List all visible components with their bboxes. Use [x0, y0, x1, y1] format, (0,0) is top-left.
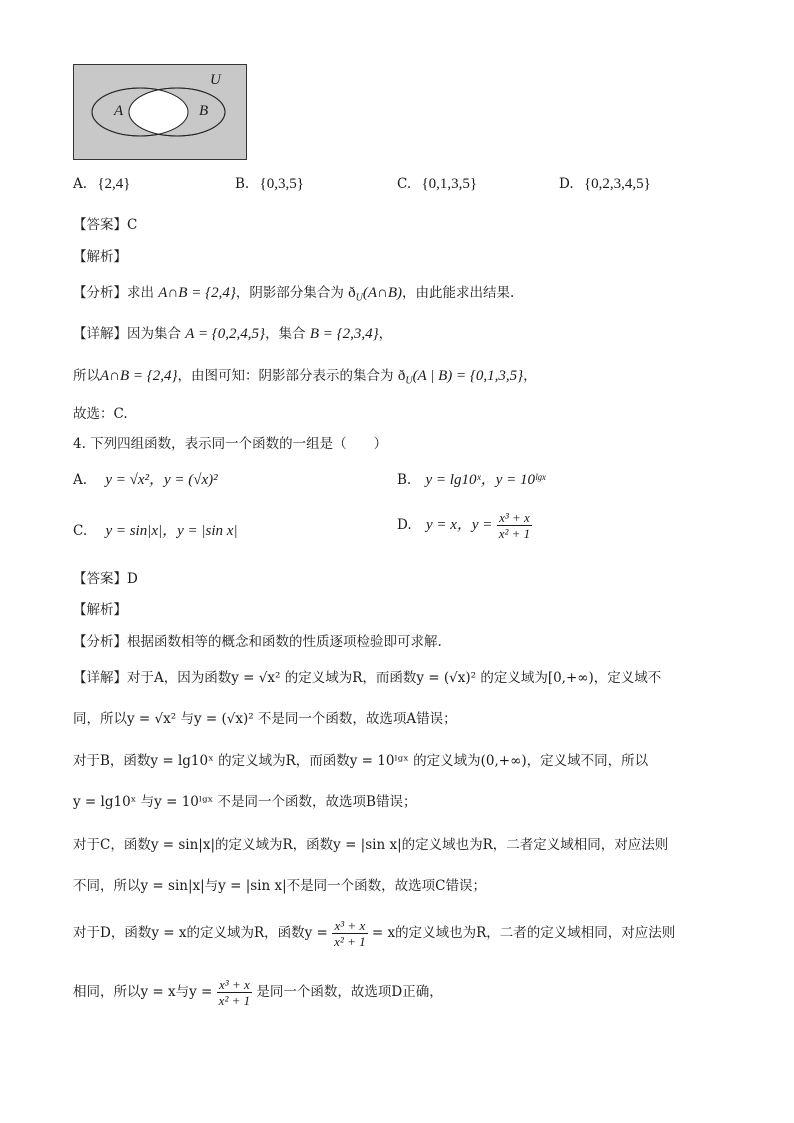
complement-sub: U [405, 375, 413, 387]
q4-answer: 【答案】D [73, 571, 138, 587]
set-b-label: B [199, 103, 209, 119]
fenxi-math: A∩B = {2,4} [158, 285, 236, 301]
detail-text: 相同，所以y = x与y = [73, 984, 213, 1000]
complement-sub: U [355, 292, 363, 304]
q4-detail-line-4: y = lg10ˣ 与y = 10ˡᵍˣ 不是同一个函数，故选项B错误； [73, 794, 417, 810]
q4-option-b [397, 468, 546, 489]
q4-detail-line-3: 对于B，函数y = lg10ˣ 的定义域为R，而函数y = 10ˡᵍˣ 的定义域为(0,+∞)，定义域不同，所以 [73, 753, 649, 769]
fraction-denominator: x² + 1 [334, 934, 366, 949]
complement-symbol: ð [348, 285, 356, 301]
detail-text: 对于D，函数y = x的定义域为R，函数y = [73, 925, 328, 941]
option-letter: A. [73, 472, 88, 488]
option-math: y = sin|x|，y = |sin x| [105, 523, 238, 539]
fraction [497, 510, 532, 541]
so-math: (A | B) = {0,1,3,5} [412, 368, 524, 384]
q3-choose: 故选：C. [73, 406, 128, 422]
q3-xiangjie [73, 322, 392, 343]
fenxi-tag: 【分析】 [73, 285, 127, 301]
so-text: 所以 [73, 368, 100, 384]
xj-math: B = {2,3,4} [309, 326, 379, 342]
universe-label: U [210, 72, 221, 88]
option-value: {2,4} [97, 176, 131, 192]
so-text: ， [523, 368, 537, 384]
q3-option-c [397, 176, 477, 193]
q3-fenxi [73, 281, 514, 304]
option-letter: C. [397, 176, 412, 192]
q4-detail-line-8 [73, 977, 443, 1008]
option-letter: B. [397, 472, 412, 488]
option-letter: B. [235, 176, 250, 192]
q4-stem: 4. 下列四组函数，表示同一个函数的一组是（ ） [73, 436, 388, 452]
xj-text: ， [378, 326, 393, 342]
set-a-label: A [114, 103, 124, 119]
fenxi-text: ，由此能求出结果. [402, 285, 515, 301]
q4-detail-line-6: 不同，所以y = sin|x|与y = |sin x|不是同一个函数，故选项C错误； [73, 878, 486, 894]
q4-option-a [73, 468, 218, 489]
fraction [332, 918, 367, 949]
detail-text: = x的定义域也为R，二者的定义域相同，对应法则 [371, 925, 676, 941]
fraction-numerator: x³ + x [332, 918, 367, 934]
so-text: ，由图可知：阴影部分表示的集合为 [177, 368, 394, 384]
so-math: A∩B = {2,4} [100, 368, 178, 384]
q4-option-c [73, 519, 238, 540]
q3-analysis-heading: 【解析】 [73, 249, 127, 265]
option-math: y = lg10ˣ，y = 10ˡᵍˣ [425, 472, 546, 488]
fenxi-text: ，阴影部分集合为 [235, 285, 344, 301]
q4-detail-line-1: 【详解】对于A，因为函数y = √x² 的定义域为R，而函数y = (√x)² 的定义域为[0,+∞)，定义域不 [73, 670, 662, 686]
detail-text: 是同一个函数，故选项D正确， [256, 984, 443, 1000]
q3-so-line [73, 364, 537, 387]
option-math: y = x，y = [425, 517, 493, 533]
xj-text: ，集合 [265, 326, 306, 342]
q4-fenxi: 【分析】根据函数相等的概念和函数的性质逐项检验即可求解. [73, 634, 442, 650]
option-value: {0,3,5} [259, 176, 304, 192]
fraction-numerator: x³ + x [217, 977, 252, 993]
fenxi-text: 求出 [127, 285, 154, 301]
xiangjie-tag: 【详解】 [73, 326, 127, 342]
q3-option-a [73, 176, 131, 193]
fraction-numerator: x³ + x [497, 510, 532, 526]
option-letter: D. [397, 517, 412, 533]
q3-answer: 【答案】C [73, 217, 138, 233]
fraction [217, 977, 252, 1008]
option-value: {0,1,3,5} [421, 176, 478, 192]
xj-text: 因为集合 [127, 326, 181, 342]
fraction-denominator: x² + 1 [218, 993, 251, 1008]
xj-math: A = {0,2,4,5} [185, 326, 266, 342]
fraction-denominator: x² + 1 [498, 526, 531, 541]
q4-analysis-heading: 【解析】 [73, 602, 127, 618]
option-value: {0,2,3,4,5} [583, 176, 651, 192]
q4-detail-line-2: 同，所以y = √x² 与y = (√x)² 不是同一个函数，故选项A错误； [73, 711, 457, 727]
q4-option-d [397, 510, 532, 541]
q3-option-d [559, 176, 651, 193]
fenxi-math: (A∩B) [362, 285, 403, 301]
option-letter: A. [73, 176, 88, 192]
q4-detail-line-7 [73, 918, 675, 949]
option-math: y = √x²，y = (√x)² [105, 472, 218, 488]
option-letter: D. [559, 176, 574, 192]
complement-symbol: ð [397, 368, 406, 384]
q3-option-b [235, 176, 304, 193]
q4-detail-line-5: 对于C，函数y = sin|x|的定义域为R，函数y = |sin x|的定义域也为R，二者定义域相同，对应法则 [73, 837, 669, 853]
venn-diagram [73, 64, 247, 160]
option-letter: C. [73, 523, 88, 539]
